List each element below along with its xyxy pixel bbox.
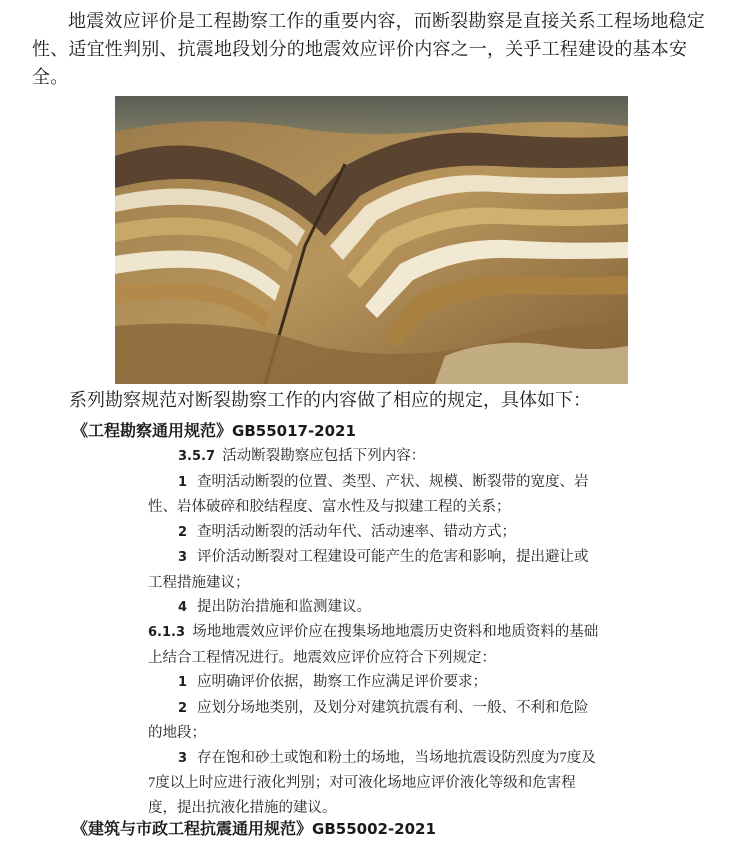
standard-title-1 [72,418,356,441]
item-number: 3 [178,750,188,766]
standard-2-code: GB55002-2021 [312,820,436,838]
clause-heading [148,620,600,670]
clause-item [148,670,600,696]
intro-paragraph: 地震效应评价是工程勘察工作的重要内容，而断裂勘察是直接关系工程场地稳定性、适宜性判别、抗震地段划分的地震效应评价内容之一，关乎工程建设的基本安全。 [32,11,705,88]
clause-6-1-3 [148,620,600,820]
standard-2-name: 《建筑与市政工程抗震通用规范》 [72,819,313,838]
item-text: 应划分场地类别，及划分对建筑抗震有利、一般、不利和危险的地段； [148,699,589,741]
lead-sentence: 系列勘察规范对断裂勘察工作的内容做了相应的规定，具体如下： [69,390,591,411]
item-number: 1 [178,474,188,490]
clause-heading [148,444,600,470]
standard-1-code: GB55017-2021 [232,422,356,440]
item-number: 2 [178,524,188,540]
item-number: 3 [178,550,188,565]
clause-item [148,545,600,595]
clause-item [148,470,600,520]
item-number: 2 [178,700,188,716]
clause-number: 3.5.7 [178,449,216,464]
clause-item [148,746,600,821]
item-text: 应明确评价依据，勘察工作应满足评价要求； [197,674,488,690]
rock-strata-illustration [115,96,628,384]
clause-heading-text: 活动断裂勘察应包括下列内容： [222,448,426,464]
item-text: 提出防治措施和监测建议。 [197,599,372,615]
standard-title-2 [72,816,436,839]
rock-strata-photo [115,96,628,384]
item-text: 查明活动断裂的活动年代、活动速率、错动方式； [197,523,517,540]
clause-heading-text: 场地地震效应评价应在搜集场地地震历史资料和地质资料的基础上结合工程情况进行。地震效应评价应符合下列规定： [148,624,599,666]
item-number: 1 [178,675,188,690]
item-text: 查明活动断裂的位置、类型、产状、规模、断裂带的宽度、岩性、岩体破碎和胶结程度、富水性及与拟建工程的关系； [148,473,589,515]
item-number: 4 [178,600,188,615]
clause-item [148,696,600,746]
clause-number: 6.1.3 [148,625,186,640]
clause-item [148,520,600,546]
item-text: 评价活动断裂对工程建设可能产生的危害和影响，提出避让或工程措施建议； [148,549,589,591]
standard-1-name: 《工程勘察通用规范》 [72,421,233,440]
clause-item [148,595,600,621]
clause-3-5-7 [148,444,600,621]
item-text: 存在饱和砂土或饱和粉土的场地，当场地抗震设防烈度为7度及7度以上时应进行液化判别；对可液化场地应评价液化等级和危害程度，提出抗液化措施的建议。 [148,749,596,816]
